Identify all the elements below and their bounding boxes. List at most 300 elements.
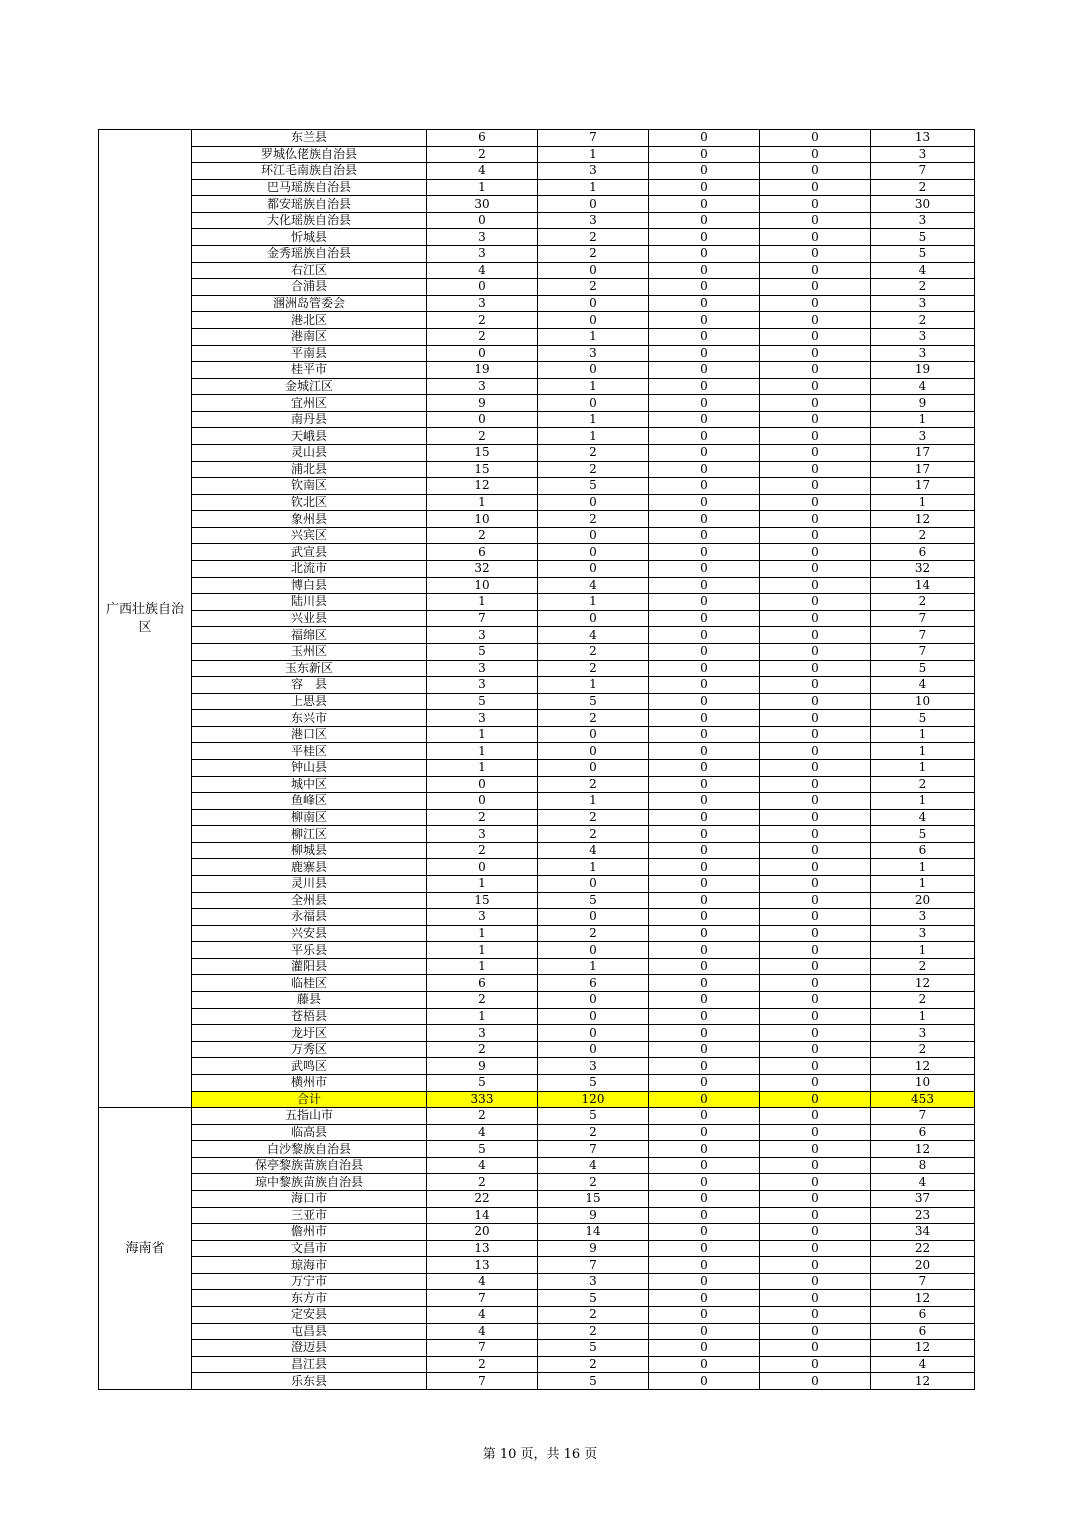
value-cell-col3: 0 (649, 859, 760, 876)
value-cell-col5: 4 (871, 809, 975, 826)
value-cell-col4: 0 (760, 958, 871, 975)
value-cell-col2: 1 (538, 428, 649, 445)
table-row (99, 411, 975, 428)
table-row (99, 793, 975, 810)
county-cell: 巴马瑶族自治县 (192, 179, 427, 196)
value-cell-col4: 0 (760, 1257, 871, 1274)
value-cell-col1: 7 (427, 1340, 538, 1357)
county-cell: 鹿寨县 (192, 859, 427, 876)
county-cell: 博白县 (192, 577, 427, 594)
table-row (99, 196, 975, 213)
value-cell-col5: 2 (871, 527, 975, 544)
county-cell: 万秀区 (192, 1041, 427, 1058)
value-cell-col1: 4 (427, 1157, 538, 1174)
value-cell-col3: 0 (649, 1257, 760, 1274)
value-cell-col1: 2 (427, 328, 538, 345)
table-row (99, 627, 975, 644)
county-cell: 大化瑶族自治县 (192, 212, 427, 229)
value-cell-col1: 3 (427, 229, 538, 246)
value-cell-col4: 0 (760, 793, 871, 810)
value-cell-col4: 0 (760, 759, 871, 776)
county-cell: 都安瑶族自治县 (192, 196, 427, 213)
table-row (99, 743, 975, 760)
county-cell: 柳南区 (192, 809, 427, 826)
table-row (99, 1174, 975, 1191)
value-cell-col2: 4 (538, 627, 649, 644)
value-cell-col1: 15 (427, 461, 538, 478)
table-row (99, 428, 975, 445)
value-cell-col1: 0 (427, 345, 538, 362)
value-cell-col3: 0 (649, 229, 760, 246)
value-cell-col2: 5 (538, 1074, 649, 1091)
value-cell-col3: 0 (649, 1290, 760, 1307)
value-cell-col1: 7 (427, 610, 538, 627)
value-cell-col5: 12 (871, 1141, 975, 1158)
value-cell-col4: 0 (760, 130, 871, 147)
value-cell-col3: 0 (649, 743, 760, 760)
table-row (99, 229, 975, 246)
value-cell-col1: 2 (427, 312, 538, 329)
county-cell: 容 县 (192, 677, 427, 694)
value-cell-col2: 2 (538, 710, 649, 727)
table-row (99, 1041, 975, 1058)
table-row (99, 909, 975, 926)
value-cell-col5: 2 (871, 594, 975, 611)
value-cell-col1: 30 (427, 196, 538, 213)
county-cell: 龙圩区 (192, 1025, 427, 1042)
value-cell-col3: 0 (649, 992, 760, 1009)
county-cell: 东方市 (192, 1290, 427, 1307)
table-row (99, 1373, 975, 1390)
value-cell-col5: 12 (871, 511, 975, 528)
table-row (99, 212, 975, 229)
county-cell: 武鸣区 (192, 1058, 427, 1075)
value-cell-col4: 0 (760, 478, 871, 495)
county-cell: 上思县 (192, 693, 427, 710)
value-cell-col1: 2 (427, 1041, 538, 1058)
value-cell-col1: 3 (427, 826, 538, 843)
county-cell: 昌江县 (192, 1356, 427, 1373)
county-cell: 柳江区 (192, 826, 427, 843)
value-cell-col5: 2 (871, 312, 975, 329)
table-row (99, 1290, 975, 1307)
value-cell-col2: 4 (538, 577, 649, 594)
table-row (99, 1356, 975, 1373)
value-cell-col4: 0 (760, 1323, 871, 1340)
value-cell-col3: 0 (649, 1124, 760, 1141)
total-row (99, 1091, 975, 1108)
value-cell-col5: 5 (871, 660, 975, 677)
value-cell-col2: 3 (538, 212, 649, 229)
value-cell-col3: 0 (649, 1174, 760, 1191)
value-cell-col3: 0 (649, 610, 760, 627)
province-cell: 广西壮族自治区 (99, 130, 192, 1108)
value-cell-col1: 4 (427, 262, 538, 279)
value-cell-col4: 0 (760, 992, 871, 1009)
value-cell-col3: 0 (649, 179, 760, 196)
value-cell-col1: 2 (427, 809, 538, 826)
county-cell: 兴业县 (192, 610, 427, 627)
county-cell: 东兰县 (192, 130, 427, 147)
value-cell-col5: 3 (871, 925, 975, 942)
value-cell-col1: 0 (427, 793, 538, 810)
value-cell-col3: 0 (649, 594, 760, 611)
value-cell-col5: 4 (871, 1174, 975, 1191)
value-cell-col5: 1 (871, 942, 975, 959)
value-cell-col4: 0 (760, 1124, 871, 1141)
value-cell-col1: 0 (427, 279, 538, 296)
value-cell-col5: 6 (871, 544, 975, 561)
value-cell-col1: 3 (427, 1025, 538, 1042)
value-cell-col5: 7 (871, 163, 975, 180)
county-cell: 金城江区 (192, 378, 427, 395)
value-cell-col4: 0 (760, 1041, 871, 1058)
value-cell-col3: 0 (649, 1041, 760, 1058)
value-cell-col1: 333 (427, 1091, 538, 1108)
value-cell-col5: 2 (871, 958, 975, 975)
value-cell-col4: 0 (760, 1373, 871, 1390)
value-cell-col3: 0 (649, 561, 760, 578)
value-cell-col1: 1 (427, 743, 538, 760)
table-row (99, 444, 975, 461)
value-cell-col2: 3 (538, 1273, 649, 1290)
value-cell-col2: 5 (538, 1290, 649, 1307)
value-cell-col5: 3 (871, 212, 975, 229)
county-cell: 屯昌县 (192, 1323, 427, 1340)
value-cell-col5: 1 (871, 759, 975, 776)
county-cell: 平南县 (192, 345, 427, 362)
value-cell-col3: 0 (649, 1207, 760, 1224)
value-cell-col5: 4 (871, 677, 975, 694)
value-cell-col4: 0 (760, 312, 871, 329)
value-cell-col1: 13 (427, 1257, 538, 1274)
value-cell-col4: 0 (760, 1108, 871, 1125)
value-cell-col1: 10 (427, 577, 538, 594)
table-row (99, 1074, 975, 1091)
county-cell: 环江毛南族自治县 (192, 163, 427, 180)
value-cell-col1: 4 (427, 1323, 538, 1340)
value-cell-col2: 2 (538, 1174, 649, 1191)
value-cell-col3: 0 (649, 1307, 760, 1324)
value-cell-col4: 0 (760, 461, 871, 478)
table-row (99, 179, 975, 196)
value-cell-col3: 0 (649, 478, 760, 495)
value-cell-col4: 0 (760, 826, 871, 843)
value-cell-col3: 0 (649, 1157, 760, 1174)
county-cell: 琼中黎族苗族自治县 (192, 1174, 427, 1191)
value-cell-col3: 0 (649, 1058, 760, 1075)
value-cell-col5: 5 (871, 246, 975, 263)
value-cell-col1: 0 (427, 859, 538, 876)
table-row (99, 1124, 975, 1141)
value-cell-col5: 2 (871, 776, 975, 793)
county-cell: 澄迈县 (192, 1340, 427, 1357)
county-cell: 文昌市 (192, 1240, 427, 1257)
value-cell-col4: 0 (760, 809, 871, 826)
value-cell-col4: 0 (760, 627, 871, 644)
county-cell: 北流市 (192, 561, 427, 578)
value-cell-col1: 3 (427, 660, 538, 677)
county-cell: 罗城仫佬族自治县 (192, 146, 427, 163)
table-row (99, 842, 975, 859)
value-cell-col3: 0 (649, 494, 760, 511)
value-cell-col2: 2 (538, 1323, 649, 1340)
value-cell-col4: 0 (760, 1240, 871, 1257)
value-cell-col2: 2 (538, 246, 649, 263)
value-cell-col4: 0 (760, 395, 871, 412)
value-cell-col3: 0 (649, 693, 760, 710)
county-cell: 玉东新区 (192, 660, 427, 677)
value-cell-col3: 0 (649, 1191, 760, 1208)
value-cell-col4: 0 (760, 328, 871, 345)
value-cell-col2: 2 (538, 1124, 649, 1141)
value-cell-col1: 1 (427, 759, 538, 776)
value-cell-col5: 3 (871, 428, 975, 445)
value-cell-col4: 0 (760, 726, 871, 743)
value-cell-col2: 0 (538, 395, 649, 412)
county-cell: 象州县 (192, 511, 427, 528)
table-row (99, 958, 975, 975)
value-cell-col5: 17 (871, 444, 975, 461)
value-cell-col4: 0 (760, 1356, 871, 1373)
value-cell-col2: 14 (538, 1224, 649, 1241)
value-cell-col5: 12 (871, 1058, 975, 1075)
value-cell-col2: 1 (538, 677, 649, 694)
value-cell-col2: 0 (538, 876, 649, 893)
value-cell-col1: 20 (427, 1224, 538, 1241)
value-cell-col1: 3 (427, 627, 538, 644)
county-cell: 宜州区 (192, 395, 427, 412)
value-cell-col1: 2 (427, 146, 538, 163)
value-cell-col5: 14 (871, 577, 975, 594)
value-cell-col2: 1 (538, 411, 649, 428)
value-cell-col4: 0 (760, 494, 871, 511)
value-cell-col5: 22 (871, 1240, 975, 1257)
value-cell-col3: 0 (649, 1008, 760, 1025)
value-cell-col4: 0 (760, 776, 871, 793)
value-cell-col3: 0 (649, 395, 760, 412)
table-row (99, 1307, 975, 1324)
county-cell: 海口市 (192, 1191, 427, 1208)
value-cell-col1: 5 (427, 1074, 538, 1091)
value-cell-col4: 0 (760, 1290, 871, 1307)
value-cell-col5: 3 (871, 328, 975, 345)
county-cell: 灌阳县 (192, 958, 427, 975)
value-cell-col3: 0 (649, 461, 760, 478)
county-cell: 临高县 (192, 1124, 427, 1141)
value-cell-col1: 9 (427, 1058, 538, 1075)
value-cell-col2: 0 (538, 1025, 649, 1042)
value-cell-col4: 0 (760, 262, 871, 279)
value-cell-col4: 0 (760, 1191, 871, 1208)
value-cell-col3: 0 (649, 759, 760, 776)
value-cell-col5: 7 (871, 1273, 975, 1290)
table-row (99, 1257, 975, 1274)
value-cell-col2: 0 (538, 1008, 649, 1025)
value-cell-col1: 3 (427, 246, 538, 263)
table-row (99, 395, 975, 412)
county-cell: 儋州市 (192, 1224, 427, 1241)
value-cell-col1: 3 (427, 295, 538, 312)
value-cell-col1: 4 (427, 1273, 538, 1290)
value-cell-col4: 0 (760, 1273, 871, 1290)
page-footer: 第 10 页，共 16 页 (482, 1447, 598, 1462)
value-cell-col3: 0 (649, 212, 760, 229)
value-cell-col1: 0 (427, 411, 538, 428)
value-cell-col1: 4 (427, 1307, 538, 1324)
value-cell-col3: 0 (649, 1356, 760, 1373)
value-cell-col5: 2 (871, 179, 975, 196)
value-cell-col4: 0 (760, 378, 871, 395)
value-cell-col3: 0 (649, 279, 760, 296)
value-cell-col4: 0 (760, 1174, 871, 1191)
value-cell-col3: 0 (649, 1025, 760, 1042)
value-cell-col5: 20 (871, 1257, 975, 1274)
value-cell-col4: 0 (760, 146, 871, 163)
value-cell-col5: 3 (871, 295, 975, 312)
table-row (99, 328, 975, 345)
value-cell-col4: 0 (760, 362, 871, 379)
value-cell-col1: 2 (427, 1174, 538, 1191)
table-row (99, 693, 975, 710)
value-cell-col4: 0 (760, 229, 871, 246)
value-cell-col4: 0 (760, 1207, 871, 1224)
county-cell: 福绵区 (192, 627, 427, 644)
value-cell-col3: 0 (649, 511, 760, 528)
table-row (99, 1008, 975, 1025)
value-cell-col4: 0 (760, 1025, 871, 1042)
value-cell-col3: 0 (649, 842, 760, 859)
value-cell-col5: 3 (871, 909, 975, 926)
value-cell-col3: 0 (649, 527, 760, 544)
county-cell: 临桂区 (192, 975, 427, 992)
value-cell-col3: 0 (649, 1091, 760, 1108)
value-cell-col4: 0 (760, 842, 871, 859)
value-cell-col5: 4 (871, 1356, 975, 1373)
value-cell-col2: 2 (538, 809, 649, 826)
value-cell-col1: 22 (427, 1191, 538, 1208)
value-cell-col1: 0 (427, 212, 538, 229)
value-cell-col4: 0 (760, 693, 871, 710)
county-cell: 灵川县 (192, 876, 427, 893)
table-row (99, 1323, 975, 1340)
value-cell-col5: 12 (871, 975, 975, 992)
value-cell-col5: 1 (871, 859, 975, 876)
value-cell-col3: 0 (649, 1240, 760, 1257)
value-cell-col1: 5 (427, 693, 538, 710)
table-body (99, 130, 975, 1390)
table-row (99, 527, 975, 544)
value-cell-col1: 7 (427, 1373, 538, 1390)
value-cell-col3: 0 (649, 295, 760, 312)
value-cell-col1: 10 (427, 511, 538, 528)
value-cell-col2: 0 (538, 1041, 649, 1058)
table-row (99, 643, 975, 660)
value-cell-col3: 0 (649, 328, 760, 345)
county-cell: 钟山县 (192, 759, 427, 776)
value-cell-col1: 4 (427, 163, 538, 180)
value-cell-col3: 0 (649, 1074, 760, 1091)
county-cell: 东兴市 (192, 710, 427, 727)
value-cell-col2: 7 (538, 1257, 649, 1274)
value-cell-col2: 0 (538, 610, 649, 627)
value-cell-col2: 120 (538, 1091, 649, 1108)
table-row (99, 1240, 975, 1257)
value-cell-col2: 1 (538, 328, 649, 345)
value-cell-col4: 0 (760, 1157, 871, 1174)
value-cell-col4: 0 (760, 677, 871, 694)
value-cell-col2: 0 (538, 494, 649, 511)
table-row (99, 279, 975, 296)
value-cell-col4: 0 (760, 411, 871, 428)
value-cell-col4: 0 (760, 444, 871, 461)
value-cell-col2: 3 (538, 1058, 649, 1075)
value-cell-col3: 0 (649, 909, 760, 926)
value-cell-col4: 0 (760, 577, 871, 594)
table-row (99, 1273, 975, 1290)
value-cell-col2: 0 (538, 909, 649, 926)
value-cell-col2: 7 (538, 1141, 649, 1158)
county-cell: 金秀瑶族自治县 (192, 246, 427, 263)
table-row (99, 1207, 975, 1224)
county-cell: 涠洲岛管委会 (192, 295, 427, 312)
value-cell-col4: 0 (760, 163, 871, 180)
value-cell-col4: 0 (760, 246, 871, 263)
value-cell-col5: 20 (871, 892, 975, 909)
value-cell-col2: 1 (538, 958, 649, 975)
table-row (99, 461, 975, 478)
value-cell-col3: 0 (649, 776, 760, 793)
value-cell-col3: 0 (649, 312, 760, 329)
value-cell-col3: 0 (649, 577, 760, 594)
value-cell-col5: 23 (871, 1207, 975, 1224)
value-cell-col4: 0 (760, 909, 871, 926)
value-cell-col2: 0 (538, 942, 649, 959)
county-cell: 南丹县 (192, 411, 427, 428)
value-cell-col1: 3 (427, 378, 538, 395)
table-row (99, 975, 975, 992)
value-cell-col5: 7 (871, 643, 975, 660)
value-cell-col1: 6 (427, 544, 538, 561)
table-row (99, 1191, 975, 1208)
value-cell-col4: 0 (760, 942, 871, 959)
county-cell: 城中区 (192, 776, 427, 793)
value-cell-col5: 12 (871, 1340, 975, 1357)
county-cell: 永福县 (192, 909, 427, 926)
value-cell-col2: 0 (538, 527, 649, 544)
value-cell-col5: 1 (871, 876, 975, 893)
county-cell: 桂平市 (192, 362, 427, 379)
table-row (99, 892, 975, 909)
value-cell-col5: 30 (871, 196, 975, 213)
value-cell-col1: 2 (427, 428, 538, 445)
table-row (99, 710, 975, 727)
value-cell-col5: 7 (871, 627, 975, 644)
value-cell-col3: 0 (649, 444, 760, 461)
value-cell-col1: 15 (427, 444, 538, 461)
value-cell-col2: 2 (538, 1356, 649, 1373)
table-row (99, 1224, 975, 1241)
table-row (99, 163, 975, 180)
county-cell: 鱼峰区 (192, 793, 427, 810)
value-cell-col2: 15 (538, 1191, 649, 1208)
value-cell-col2: 6 (538, 975, 649, 992)
table-row (99, 295, 975, 312)
value-cell-col2: 1 (538, 594, 649, 611)
value-cell-col2: 9 (538, 1240, 649, 1257)
value-cell-col4: 0 (760, 1141, 871, 1158)
value-cell-col1: 1 (427, 726, 538, 743)
